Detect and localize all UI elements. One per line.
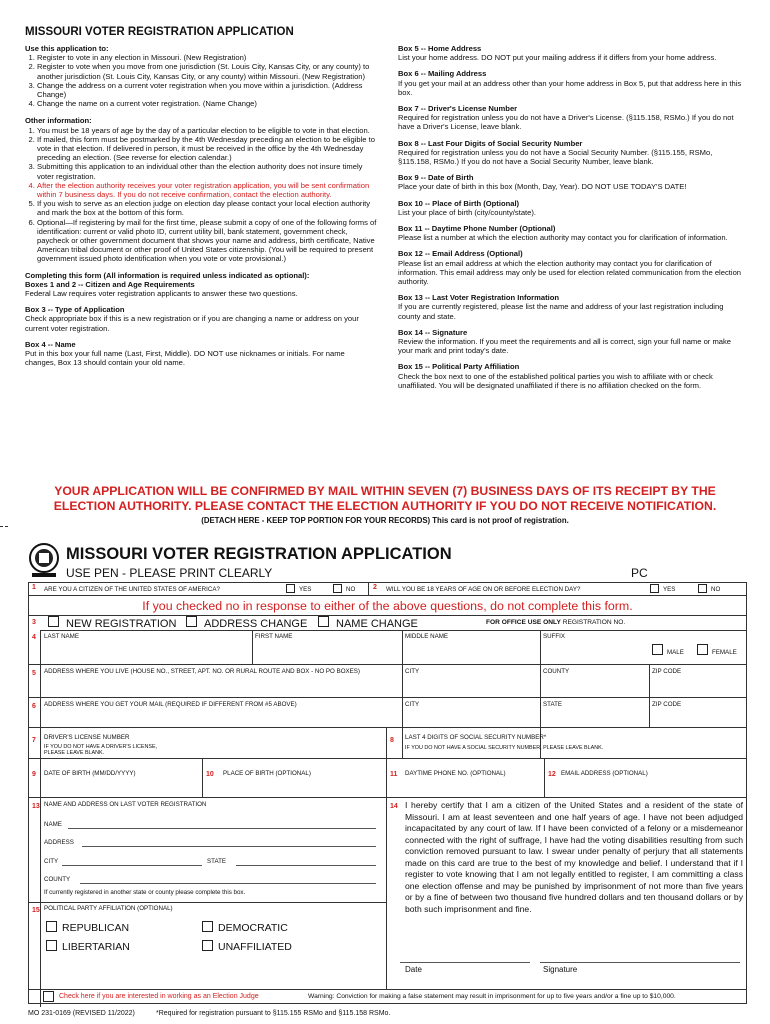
address-change-checkbox[interactable] xyxy=(186,616,197,627)
age-no-checkbox[interactable] xyxy=(698,584,707,593)
box11-help xyxy=(398,224,746,242)
prev-address-label: ADDRESS xyxy=(44,839,74,846)
female-label: FEMALE xyxy=(712,649,737,656)
pc-label: PC xyxy=(631,566,648,580)
box3-heading: Box 3 -- Type of Application xyxy=(25,305,125,315)
middle-name-label: MIDDLE NAME xyxy=(405,633,448,640)
box4-heading: Box 4 -- Name xyxy=(25,339,76,349)
box-number: 13 xyxy=(32,803,40,810)
box-help-heading: Box 6 -- Mailing Address xyxy=(398,69,487,79)
libertarian-checkbox[interactable] xyxy=(46,940,57,951)
banner-line-1: YOUR APPLICATION WILL BE CONFIRMED BY MAIL WITHIN SEVEN (7) BUSINESS DAYS OF ITS RECEIPT BY THE xyxy=(54,484,716,498)
box-help-text: Review the information. If you meet the requirements and all is correct, sign your full name or make your mark and print today's date. xyxy=(398,337,732,356)
office-use-bold: FOR OFFICE USE ONLY xyxy=(486,619,561,626)
box-help-heading: Box 8 -- Last Four Digits of Social Security Number xyxy=(398,138,583,148)
unaffiliated-label: UNAFFILIATED xyxy=(218,941,292,953)
citizen-yes-checkbox[interactable] xyxy=(286,584,295,593)
box-help-heading: Box 12 -- Email Address (Optional) xyxy=(398,249,523,259)
yes-label: YES xyxy=(663,586,676,593)
election-judge-label: Check here if you are interested in working as an Election Judge xyxy=(59,993,259,1000)
box6-help xyxy=(398,69,746,97)
list-item: 1. Register to vote in any election in Missouri. (New Registration) xyxy=(37,53,377,62)
card-title: MISSOURI VOTER REGISTRATION APPLICATION xyxy=(66,545,452,563)
pob-label: PLACE OF BIRTH (OPTIONAL) xyxy=(223,770,311,777)
box-number: 7 xyxy=(32,737,36,744)
female-checkbox[interactable] xyxy=(697,644,708,655)
suffix-label: SUFFIX xyxy=(543,633,566,640)
box-help-text: Required for registration unless you do not have a Social Security Number. (§115.155, RSMo, §115.158, RSMo.) If you do not have a Social Security Number, leave blank. xyxy=(398,147,713,167)
card-form xyxy=(28,582,747,1004)
phone-label: DAYTIME PHONE NO. (OPTIONAL) xyxy=(405,770,506,777)
list-item: 6. Optional—If registering by mail for the first time, please submit a copy of one of the following forms of identification: current or valid photo ID, current utility bill, bank statement, government check, paycheck or other government document that shows your name and address, birth certificate, Native American tribal document or other proof of United States citizenship. (You will be required to present government issued photo identification when you vote or vote provisional.) xyxy=(37,218,377,264)
drivers-license-label: DRIVER'S LICENSE NUMBER xyxy=(44,734,130,741)
prev-county-label: COUNTY xyxy=(44,876,71,883)
instructions-right-column xyxy=(398,44,746,397)
box8-help xyxy=(398,139,746,167)
dob-label: DATE OF BIRTH (MM/DD/YYYY) xyxy=(44,770,136,777)
boxes12-heading: Boxes 1 and 2 -- Citizen and Age Requirements xyxy=(25,279,195,289)
confirmation-banner xyxy=(0,484,770,514)
list-item: 4. After the election authority receives your voter registration application, you will be sent confirmation within 7 business days. If you do not receive confirmation, contact the election authority. xyxy=(37,181,377,199)
box-number: 11 xyxy=(390,771,398,778)
box-number: 2 xyxy=(373,584,377,591)
other-state-note: If currently registered in another state or county please complete this box. xyxy=(44,889,246,896)
box-help-heading: Box 13 -- Last Voter Registration Information xyxy=(398,293,560,303)
use-list xyxy=(37,53,377,108)
box-help-heading: Box 11 -- Daytime Phone Number (Optional) xyxy=(398,224,556,234)
citizen-question: ARE YOU A CITIZEN OF THE UNITED STATES OF AMERICA? xyxy=(44,586,220,593)
office-use-label xyxy=(486,619,625,626)
last-registration-label: NAME AND ADDRESS ON LAST VOTER REGISTRATION xyxy=(44,801,207,808)
election-judge-checkbox[interactable] xyxy=(43,991,54,1002)
box-help-heading: Box 14 -- Signature xyxy=(398,327,468,337)
box-help-text: Place your date of birth in this box (Month, Day, Year). DO NOT USE TODAY'S DATE! xyxy=(398,182,687,192)
email-label: EMAIL ADDRESS (OPTIONAL) xyxy=(561,770,648,777)
list-item: 4. Change the name on a current voter registration. (Name Change) xyxy=(37,99,377,108)
age-question: WILL YOU BE 18 YEARS OF AGE ON OR BEFORE ELECTION DAY? xyxy=(386,586,581,593)
box7-help xyxy=(398,104,746,132)
box-number: 5 xyxy=(32,670,36,677)
name-change-checkbox[interactable] xyxy=(318,616,329,627)
democratic-label: DEMOCRATIC xyxy=(218,922,288,934)
dl-note-line: PLEASE LEAVE BLANK. xyxy=(44,750,105,757)
box-help-text: List your place of birth (city/county/state). xyxy=(398,207,537,217)
box-help-text: Check the box next to one of the established political parties you wish to affiliate with or check unaffiliated. You will be designated unaffiliated if there is no affiliation checked on the form. xyxy=(398,371,713,390)
prev-name-label: NAME xyxy=(44,821,62,828)
list-item: 3. Submitting this application to an individual other than the election authority does not insure timely voter registration. xyxy=(37,162,377,180)
last-name-label: LAST NAME xyxy=(44,633,79,640)
city-label: CITY xyxy=(405,668,420,675)
no-label: NO xyxy=(346,586,356,593)
box9-help xyxy=(398,173,746,191)
date-label: Date xyxy=(405,965,422,974)
box-number: 15 xyxy=(32,907,40,914)
box-number: 8 xyxy=(390,737,394,744)
zip-label: ZIP CODE xyxy=(652,668,682,675)
age-yes-checkbox[interactable] xyxy=(650,584,659,593)
list-item: 3. Change the address on a current voter registration when you move within a jurisdiction. (Address Change) xyxy=(37,81,377,99)
male-checkbox[interactable] xyxy=(652,644,663,655)
box-number: 1 xyxy=(32,584,36,591)
box3-text: Check appropriate box if this is a new registration or if you are changing a name or address on your current voter registration. xyxy=(25,314,359,333)
office-use-regno: REGISTRATION NO. xyxy=(560,619,626,626)
box14-help xyxy=(398,328,746,356)
dl-note-line: IF YOU DO NOT HAVE A DRIVER'S LICENSE, xyxy=(44,744,158,750)
zip-label: ZIP CODE xyxy=(652,701,682,708)
footnote: *Required for registration pursuant to §115.155 RSMo and §115.158 RSMo. xyxy=(156,1010,391,1017)
boxes12-text: Federal Law requires voter registration applicants to answer these two questions. xyxy=(25,289,298,299)
signature-label: Signature xyxy=(543,965,578,974)
box-number: 4 xyxy=(32,634,36,641)
missouri-seal-icon xyxy=(28,540,60,580)
box10-help xyxy=(398,199,746,217)
signature-field[interactable] xyxy=(540,948,740,960)
drivers-license-note xyxy=(44,744,157,757)
date-field[interactable] xyxy=(400,948,530,960)
new-registration-label: NEW REGISTRATION xyxy=(66,618,177,630)
box-help-text: If you are currently registered, please list the name and address of your last registration including county and state. xyxy=(398,302,724,321)
male-label: MALE xyxy=(667,649,684,656)
instructions-left-column xyxy=(25,44,377,368)
box5-help xyxy=(398,44,746,62)
form-number: MO 231-0169 (REVISED 11/2022) xyxy=(28,1010,135,1017)
prev-state-label: STATE xyxy=(207,858,227,865)
completing-heading: Completing this form (All information is required unless indicated as optional): xyxy=(25,270,310,280)
libertarian-label: LIBERTARIAN xyxy=(62,941,130,953)
city-label: CITY xyxy=(405,701,420,708)
use-heading: Use this application to: xyxy=(25,44,109,53)
certification-text: I hereby certify that I am a citizen of the United States and a resident of the state of Missouri. I am at least seventeen and one half years of age. I have not been adjudged incapacitated by any court of law. If I have been convicted of a felony or a misdemeanor connected with the right of suffrage, I have had the voting disabilities resulting from such conviction removed pursuant to law. I swear under penalty of perjury that all statements made on this card are true to the best of my knowledge and belief. I understand that if I register to vote knowing that I am not legally entitled to register, I am committing a class one election offense and may be punished by imprisonment of not more than five years or by a fine of between two thousand five hundred dollars and ten thousand dollars or by both such imprisonment and fine. xyxy=(405,800,743,914)
democratic-checkbox[interactable] xyxy=(202,921,213,932)
ssn-label: LAST 4 DIGITS OF SOCIAL SECURITY NUMBER* xyxy=(405,734,547,741)
list-item: 5. If you wish to serve as an election judge on election day please contact your local election authority and mark the box at the bottom of this form. xyxy=(37,199,377,217)
box-help-heading: Box 9 -- Date of Birth xyxy=(398,173,474,183)
new-registration-checkbox[interactable] xyxy=(48,616,59,627)
conviction-warning: Warning: Conviction for making a false statement may result in imprisonment for up to five years and/or a fine up to $10,000. xyxy=(308,993,676,1000)
box-help-heading: Box 7 -- Driver's License Number xyxy=(398,104,518,114)
county-label: COUNTY xyxy=(543,668,570,675)
ssn-note: IF YOU DO NOT HAVE A SOCIAL SECURITY NUMBER, PLEASE LEAVE BLANK. xyxy=(405,745,604,751)
box-number: 9 xyxy=(32,771,36,778)
other-heading: Other information: xyxy=(25,116,92,126)
mailing-address-label: ADDRESS WHERE YOU GET YOUR MAIL (REQUIRED IF DIFFERENT FROM #5 ABOVE) xyxy=(44,701,297,708)
box-help-text: Required for registration unless you do not have a Driver's License. (§115.158, RSMo.) If you do not have a Driver's License, leave blank. xyxy=(398,113,734,132)
citizen-no-checkbox[interactable] xyxy=(333,584,342,593)
list-item: 2. Register to vote when you move from one jurisdiction (St. Louis City, Kansas City, or any county) to another jurisdiction (St. Louis City, Kansas City, or any county) within Missouri. (New Registration) xyxy=(37,62,377,80)
name-change-label: NAME CHANGE xyxy=(336,618,418,630)
banner-line-2: ELECTION AUTHORITY. PLEASE CONTACT THE ELECTION AUTHORITY IF YOU DO NOT RECEIVE NOTIFICATION. xyxy=(53,499,717,513)
republican-label: REPUBLICAN xyxy=(62,922,130,934)
other-list xyxy=(37,126,377,264)
box-number: 14 xyxy=(390,803,398,810)
card-subtitle: USE PEN - PLEASE PRINT CLEARLY xyxy=(66,566,273,580)
prev-city-label: CITY xyxy=(44,858,59,865)
party-label: POLITICAL PARTY AFFILIATION (OPTIONAL) xyxy=(44,905,173,912)
list-item: 1. You must be 18 years of age by the day of a particular election to be eligible to vote in that election. xyxy=(37,126,377,135)
box-help-text: Please list an email address at which the election authority may contact you for clarification of information. This email address may only be used for election related communication from the election authority. xyxy=(398,258,742,287)
box-help-text: List your home address. DO NOT put your mailing address if it differs from your home address. xyxy=(398,53,717,63)
box-number: 3 xyxy=(32,619,36,626)
warning-text: If you checked no in response to either of the above questions, do not complete this form. xyxy=(142,599,633,613)
state-label: STATE xyxy=(543,701,563,708)
unaffiliated-checkbox[interactable] xyxy=(202,940,213,951)
address-change-label: ADDRESS CHANGE xyxy=(204,618,308,630)
box-help-heading: Box 10 -- Place of Birth (Optional) xyxy=(398,198,520,208)
first-name-label: FIRST NAME xyxy=(255,633,293,640)
home-address-label: ADDRESS WHERE YOU LIVE (HOUSE NO., STREET, APT. NO. OR RURAL ROUTE AND BOX - NO PO BOXES) xyxy=(44,668,360,675)
list-item: 2. If mailed, this form must be postmarked by the 4th Wednesday preceding an election to be eligible to vote in that election. If delivered in person, it must be received in the office by the 4th Wednesday preceding an election. (See reverse for election calendar.) xyxy=(37,135,377,163)
box15-help xyxy=(398,362,746,390)
box12-help xyxy=(398,249,746,286)
republican-checkbox[interactable] xyxy=(46,921,57,932)
detach-mark xyxy=(0,526,8,527)
box4-text: Put in this box your full name (Last, First, Middle). DO NOT use nicknames or initials. For name changes, Box 13 should contain your old name. xyxy=(25,349,345,368)
box13-help xyxy=(398,293,746,321)
no-label: NO xyxy=(711,586,721,593)
instructions-title: MISSOURI VOTER REGISTRATION APPLICATION xyxy=(25,26,294,38)
yes-label: YES xyxy=(299,586,312,593)
box-number: 6 xyxy=(32,703,36,710)
box-help-heading: Box 5 -- Home Address xyxy=(398,44,482,53)
box-number: 12 xyxy=(548,771,556,778)
box-help-heading: Box 15 -- Political Party Affiliation xyxy=(398,362,520,372)
detach-note: (DETACH HERE - KEEP TOP PORTION FOR YOUR RECORDS) This card is not proof of registration. xyxy=(201,516,569,525)
box-help-text: Please list a number at which the election authority may contact you for clarification of information. xyxy=(398,233,728,243)
box-help-text: If you get your mail at an address other than your home address in Box 5, put that address here in this box. xyxy=(398,78,742,97)
box-number: 10 xyxy=(206,771,214,778)
